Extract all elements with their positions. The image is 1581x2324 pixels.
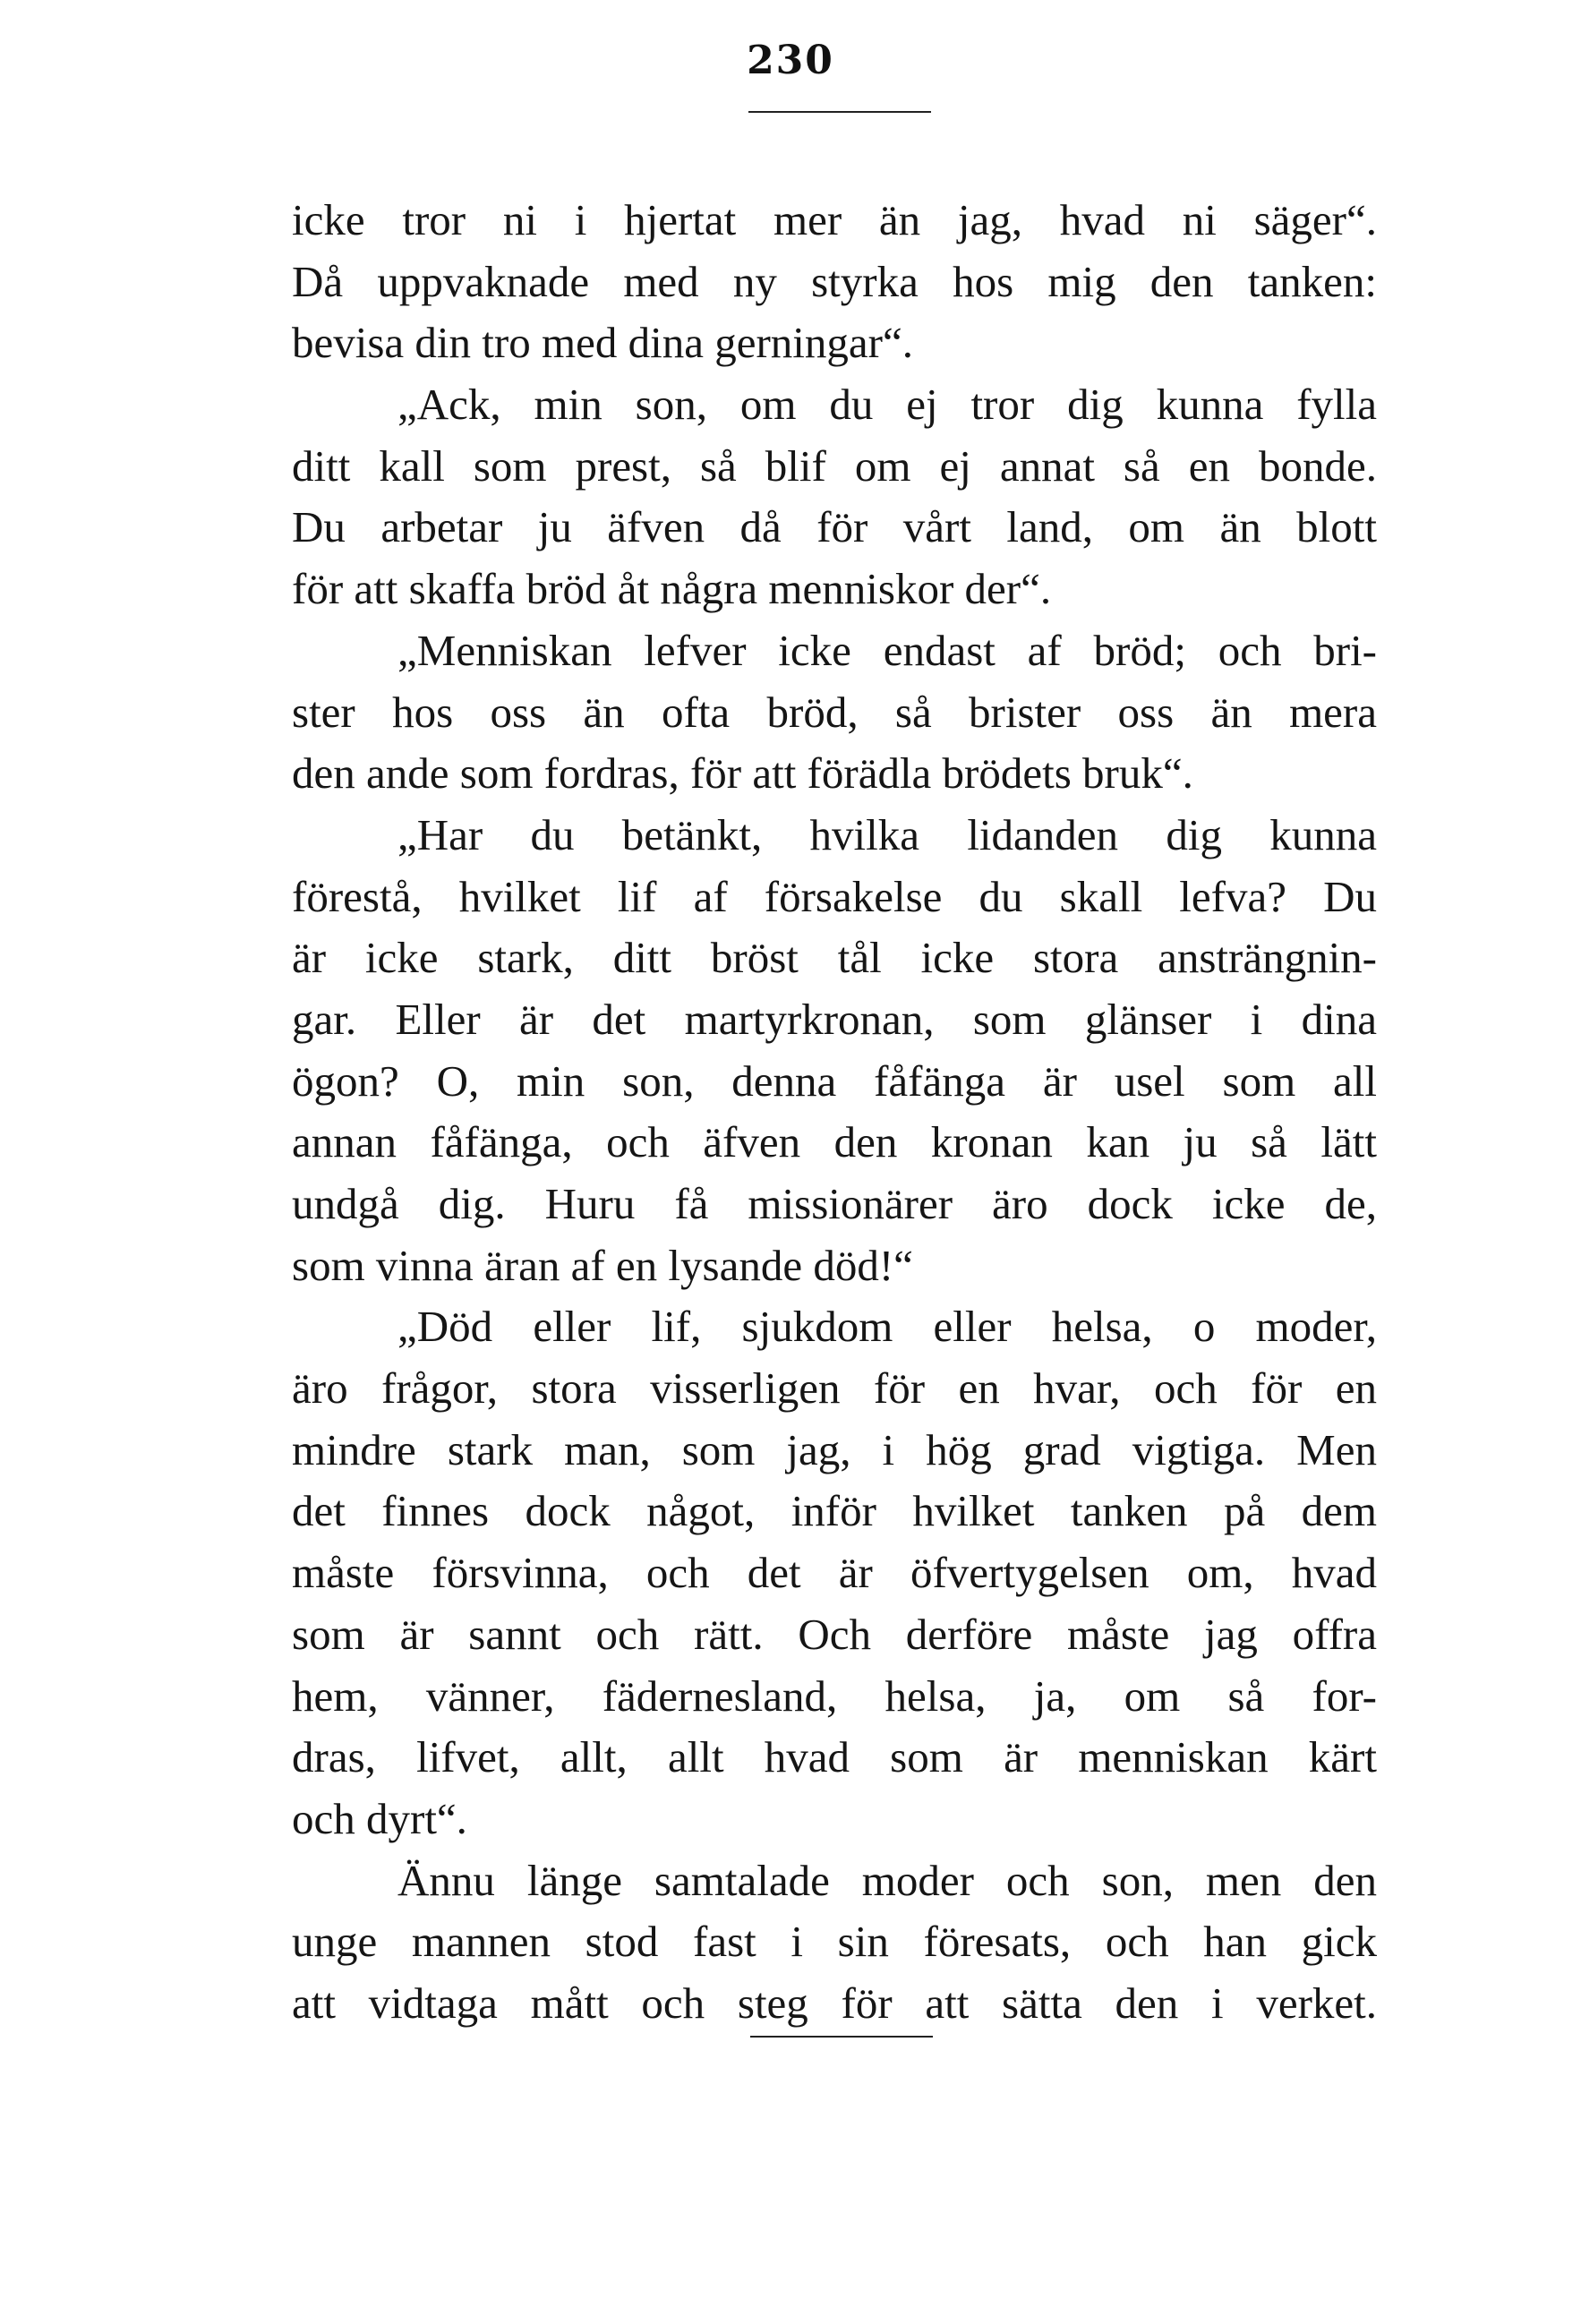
text-line: ditt kall som prest, så blif om ej annat så en bonde. [292,440,1377,491]
header-rule [748,111,931,113]
text-line: hem, vänner, fädernesland, helsa, ja, om så for- [292,1670,1377,1721]
text-line: undgå dig. Huru få missionärer äro dock icke de, [292,1179,1377,1228]
text-line: är icke stark, ditt bröst tål icke stora ansträngnin- [292,933,1377,983]
text-line: bevisa din tro med dina gerningar“. [292,318,913,368]
text-line: Du arbetar ju äfven då för vårt land, om än blott [292,502,1377,552]
text-line: „Ack, min son, om du ej tror dig kunna fylla [397,380,1377,430]
text-line: äro frågor, stora visserligen för en hvar, och för en [292,1363,1377,1414]
text-line: och dyrt“. [292,1793,467,1843]
text-line: det finnes dock något, inför hvilket tanken på dem [292,1486,1377,1536]
text-line: Då uppvaknade med ny styrka hos mig den tanken: [292,256,1377,306]
text-line: dras, lifvet, allt, allt hvad som är menniskan kärt [292,1732,1377,1782]
text-line: „Död eller lif, sjukdom eller helsa, o moder, [397,1302,1377,1352]
text-line: för att skaffa bröd åt några menniskor der“. [292,564,1052,614]
body-text [292,190,1377,2035]
text-line: förestå, hvilket lif af försakelse du skall lefva? Du [292,871,1377,921]
text-line: att vidtaga mått och steg för att sätta den i verket. [292,1978,1377,2028]
text-line: Ännu länge samtalade moder och son, men den [397,1855,1377,1905]
text-line: ster hos oss än ofta bröd, så brister oss än mera [292,687,1377,737]
page-number: 230 [747,38,834,83]
text-line: som är sannt och rätt. Och derföre måste jag offra [292,1609,1377,1659]
text-line: „Har du betänkt, hvilka lidanden dig kunna [397,809,1377,859]
text-line: icke tror ni i hjertat mer än jag, hvad ni säger“. [292,195,1377,244]
text-line: mindre stark man, som jag, i hög grad vigtiga. Men [292,1424,1377,1474]
text-line: unge mannen stod fast i sin föresats, och han gick [292,1917,1377,1967]
end-rule [750,2036,933,2038]
text-line: annan fåfänga, och äfven den kronan kan ju så lätt [292,1117,1377,1167]
text-line: ögon? O, min son, denna fåfänga är usel som all [292,1055,1377,1106]
text-line: den ande som fordras, för att förädla brödets bruk“. [292,748,1193,799]
text-line: måste försvinna, och det är öfvertygelsen om, hvad [292,1548,1377,1598]
text-line: gar. Eller är det martyrkronan, som glänser i dina [292,994,1377,1044]
text-line: som vinna äran af en lysande död!“ [292,1240,913,1290]
text-line: „Menniskan lefver icke endast af bröd; och bri- [397,625,1377,675]
